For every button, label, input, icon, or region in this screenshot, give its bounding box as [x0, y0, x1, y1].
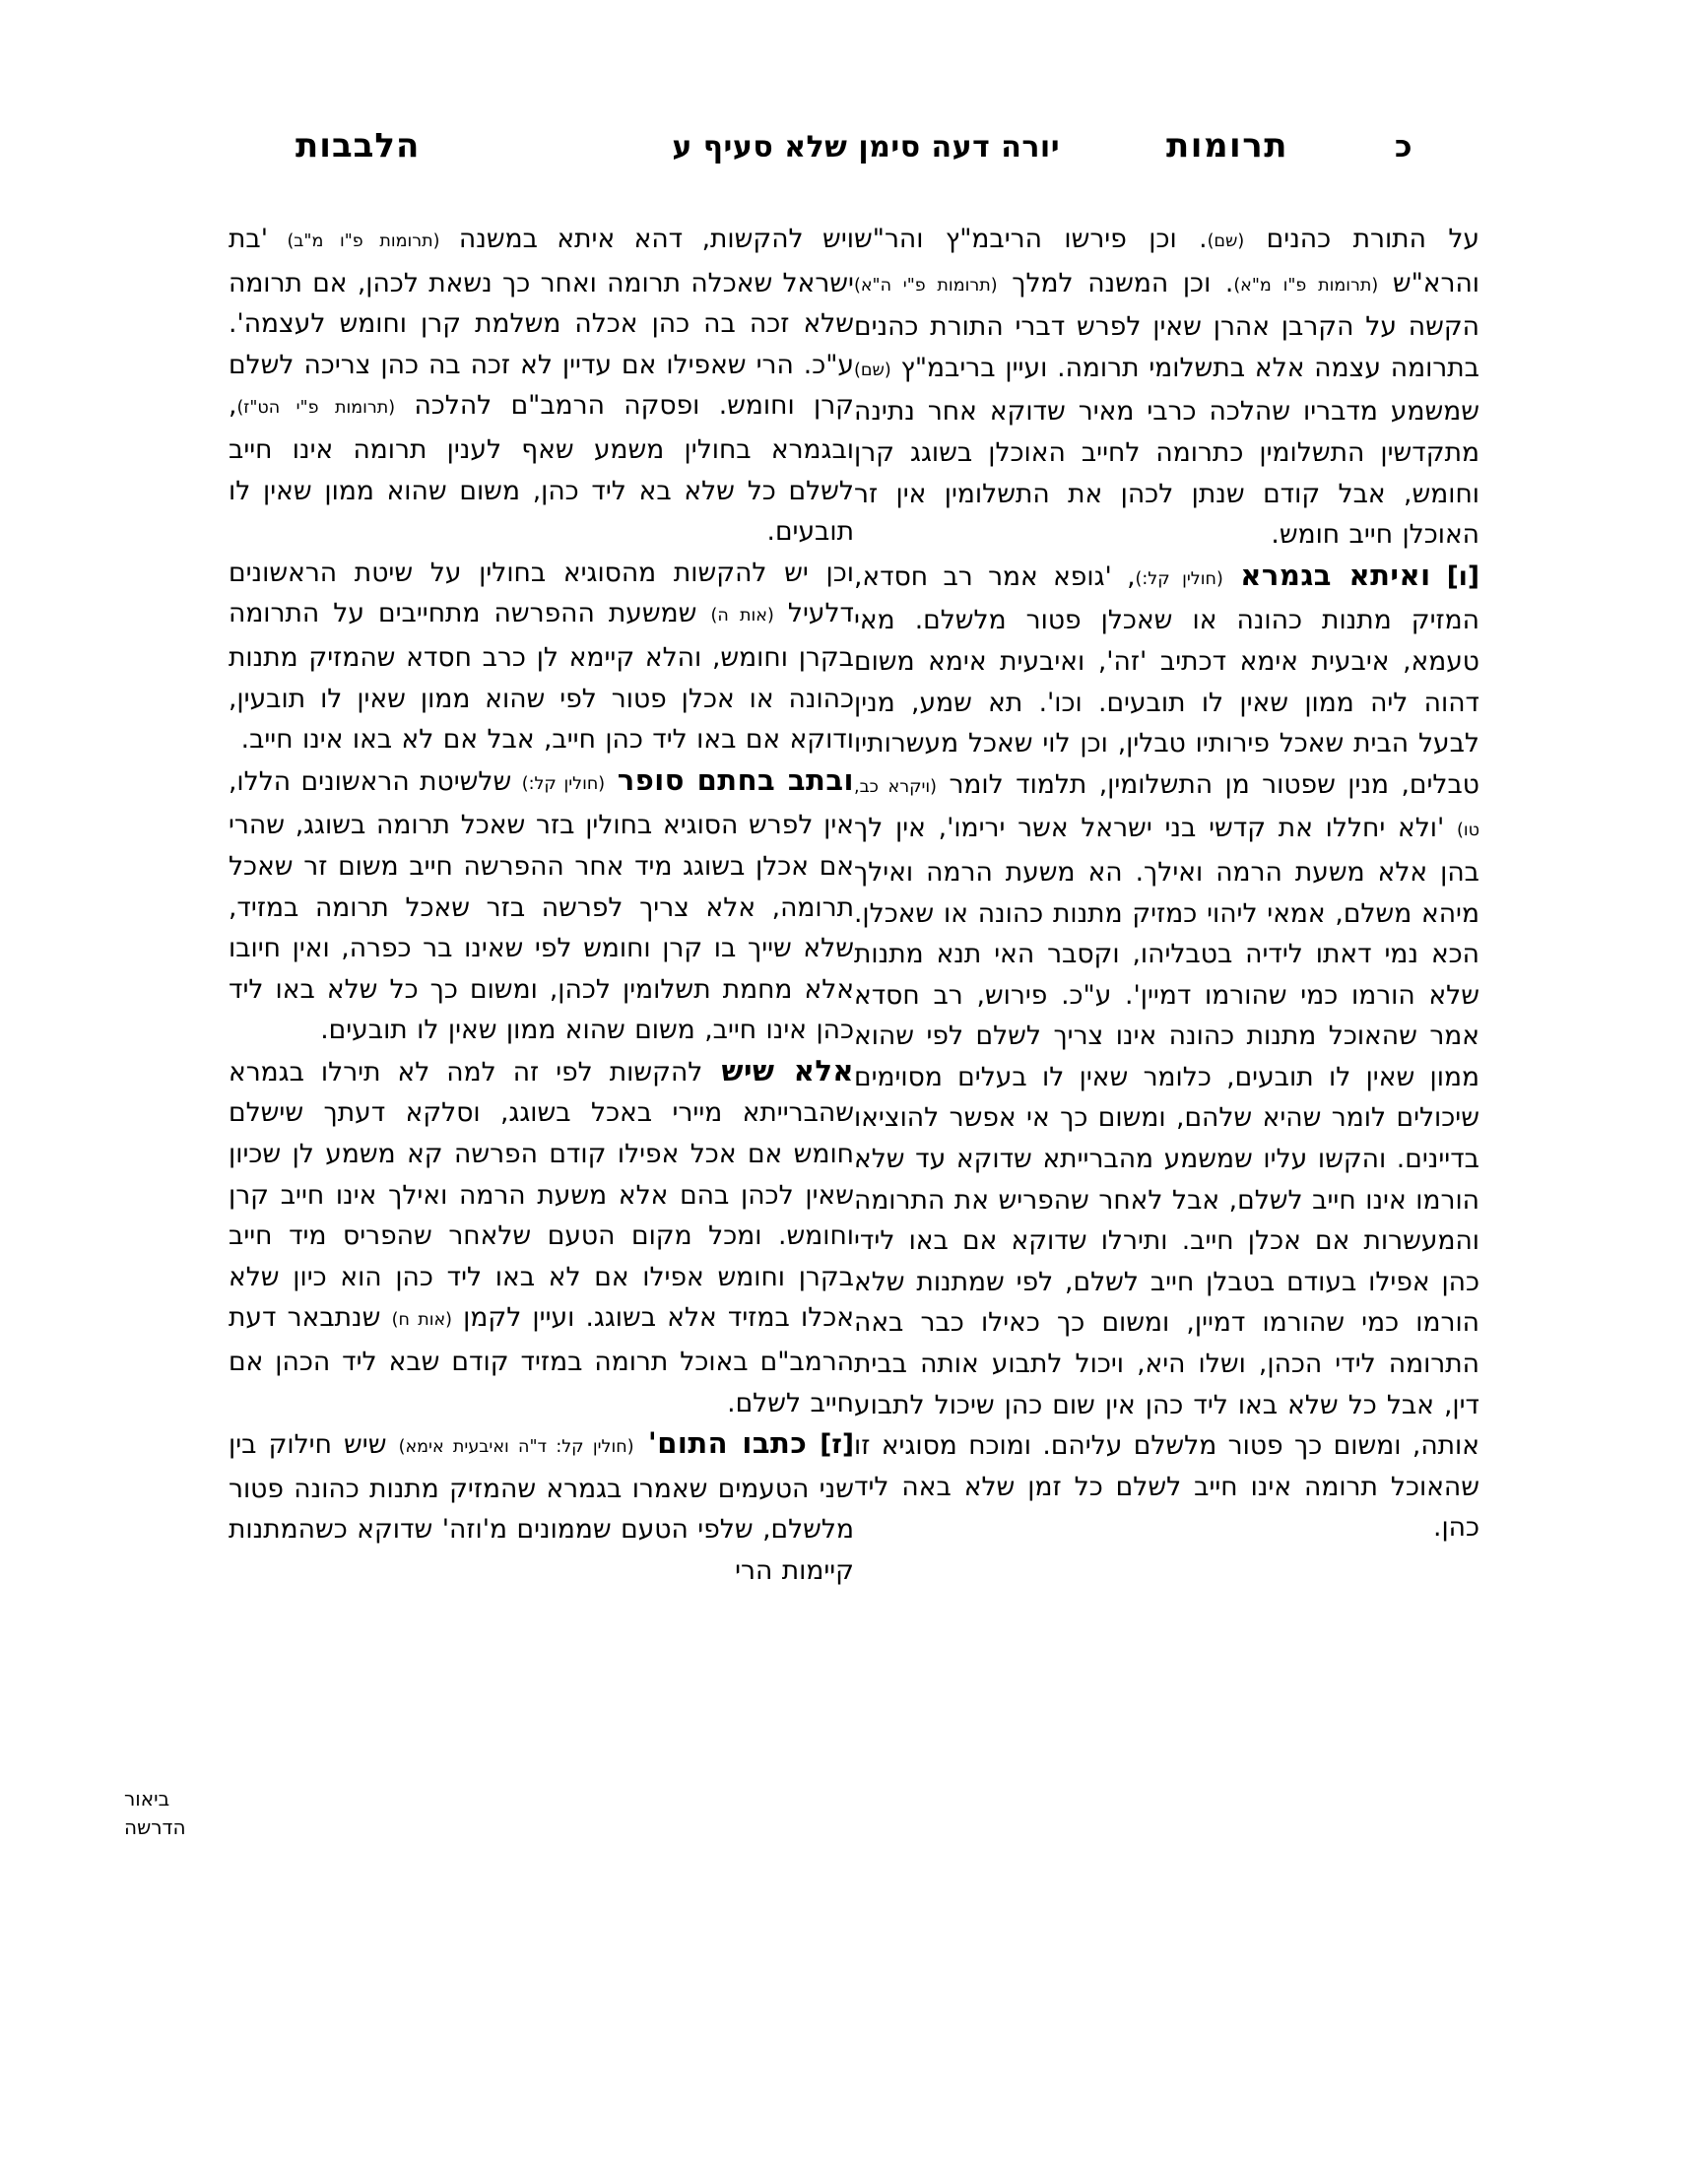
body-text-run: 'ולא יחללו את קדשי בני ישראל אשר ירימו', אין לך בהן אלא משעת הרמה ואילך. הא משעת הרמה ואילך מיהא משלם, אמאי ליהוי כמזיק מתנות כהונה או שאכלן. הכא נמי דאתו לידיה בטבליהו, וקסבר האי תנא מתנות שלא הורמו כמי שהורמו דמיין'. ע"כ. פירוש, רב חסדא אמר שהאוכל מתנות כהונה אינו צריך לשלם לפי שהוא ממון שאין לו תובעים, כלומר שאין לו בעלים מסוימים שיכולים לומר שהיא שלהם, ומשום כך אי אפשר להוציאו בדיינים. והקשו עליו שמשמע מהברייתא שדוקא עד שלא הורמו אינו חייב לשלם, אבל לאחר שהפריש את התרומה והמעשרות אם אכלן חייב. ותירלו שדוקא אם באו לידי כהן אפילו בעודם בטבלן חייב לשלם, לפי שמתנות שלא הורמו כמי שהורמו דמיין, ומשום כך כאילו כבר באה התרומה לידי הכהן, ושלו היא, ויכול לתבוע אותה בבית דין, אבל כל שלא באו ליד כהן אין שום כהן שיכול לתבוע אותה, ומשום כך פטור מלשלם עליהם. ומוכח מסוגיא זו שהאוכל תרומה אינו חייב לשלם כל זמן שלא באה ליד כהן. — [854, 813, 1479, 1544]
source-citation: (שם) — [854, 360, 891, 380]
text-paragraph — [229, 760, 854, 1051]
source-citation: (חולין קל:) — [521, 773, 606, 794]
running-header — [296, 126, 1412, 181]
body-columns — [229, 219, 1479, 2015]
paragraph-lead-phrase: כתבו התום' — [633, 1426, 808, 1461]
text-paragraph — [854, 219, 1479, 556]
header-work-title: תרומות — [1166, 126, 1288, 165]
body-text-run: שלשיטת הראשונים הללו, אין לפרש הסוגיא בחולין בזר שאכל תרומה בשוגג, שהרי אם אכלן בשוגג מיד אחר ההפרשה חייב משום זר שאכל תרומה, אלא צריך לפרשה בזר שאכל תרומה במזיד, שלא שייך בו קרן וחומש לפי שאינו בר כפרה, ואין חיובו אלא מחמת תשלומין לכהן, ומשום כך כל שלא באו ליד כהן אינו חייב, משום שהוא ממון שאין לו תובעים. — [229, 765, 854, 1046]
body-text-run: 'בת ישראל שאכלה תרומה ואחר כך נשאת לכהן, אם תרומה שלא זכה בה כהן אכלה משלמת קרן וחומש לעצמה'. ע"כ. הרי שאפילו אם עדיין לא זכה בה כהן צריכה לשלם קרן וחומש. ופסקה הרמב"ם להלכה — [229, 224, 854, 422]
source-citation: (אות ח) — [391, 1310, 452, 1331]
paragraph-lead-phrase: ובתב בחתם סופר — [605, 762, 854, 797]
paragraph-lead-phrase: ואיתא בגמרא — [1222, 558, 1431, 592]
body-text-run: . וכן המשנה למלך — [997, 267, 1234, 298]
text-paragraph — [229, 1051, 854, 1423]
source-citation: (תרומות פ"ו מ"א) — [1233, 275, 1379, 296]
body-text-run: . וכן פירשו הריבמ"ץ והר"ש והרא"ש — [854, 224, 1480, 298]
body-text-run: שנתבאר דעת הרמב"ם באוכל תרומה במזיד קודם שבא ליד הכהן אם חייב לשלם. — [229, 1302, 854, 1418]
source-citation: (תרומות פ"י ה"א) — [854, 275, 998, 296]
right-text-column — [854, 219, 1479, 2015]
folio-number: כ — [1394, 129, 1412, 165]
body-text-run: שמשמע מדבריו שהלכה כרבי מאיר שדוקא אחר נתינה מתקדשין התשלומין כתרומה לחייב האוכלן בשוגג קרן וחומש, אבל קודם שנתן לכהן את התשלומין אין זר האוכלן חייב חומש. — [854, 396, 1479, 551]
source-citation: (אות ה) — [710, 606, 774, 626]
body-text-run: הקשה על הקרבן אהרן שאין לפרש דברי התורת כהנים בתרומה עצמה אלא בתשלומי תרומה. ועיין בריבמ"ץ — [854, 311, 1479, 383]
margin-note-line-2: הדרשה — [124, 1815, 186, 1839]
source-citation: (חולין קל:) — [1135, 568, 1223, 589]
section-marker: [ז] — [807, 1429, 855, 1461]
body-text-run: , ובגמרא בחולין משמע שאף לענין תרומה אינו חייב לשלם כל שלא בא ליד כהן, משום שהוא ממון שאין לו תובעים. — [229, 390, 854, 548]
body-text-run: ויש להקשות, דהא איתא במשנה — [439, 224, 854, 254]
text-paragraph — [229, 219, 854, 553]
source-citation: (תרומות פ"ו מ"ב) — [287, 231, 440, 251]
left-text-column — [229, 219, 854, 2015]
section-marker: [ו] — [1430, 560, 1480, 592]
header-locator: יורה דעה סימן שלא סעיף ע — [672, 130, 1061, 165]
body-text-run: , 'גופא אמר רב חסדא, המזיק מתנות כהונה או שאכלן פטור מלשלם. מאי טעמא, איבעית אימא דכתיב 'זה', ואיבעית אימא משום דהוה ליה ממון שאין לו תובעים. וכו'. תא שמע, מנין לבעל הבית שאכל פירותיו טבלין, וכן לוי שאכל מעשרותיו טבלים, מנין שפטור מן התשלומין, תלמוד לומר — [854, 560, 1479, 800]
margin-note-line-1: ביאור — [124, 1787, 170, 1811]
source-citation: (תרומות פ"י הט"ז) — [236, 398, 396, 419]
text-paragraph — [229, 1423, 854, 1591]
source-citation: (ויקרא כב, טו) — [854, 776, 1479, 841]
text-paragraph — [854, 556, 1479, 1548]
source-citation: (שם) — [1207, 231, 1245, 251]
paragraph-lead-phrase: אלא שיש — [702, 1053, 855, 1087]
body-text-run: וכן יש להקשות מהסוגיא בחולין על שיטת הראשונים דלעיל — [229, 557, 855, 629]
header-book-title: הלבבות — [296, 126, 421, 165]
text-paragraph — [229, 553, 854, 760]
body-text-run: שמשעת ההפרשה מתחייבים על התרומה בקרן וחומש, והלא קיימא לן כרב חסדא שהמזיק מתנות כהונה או אכלן פטור לפי שהוא ממון שאין לו תובעין, ודוקא אם באו ליד כהן חייב, אבל אם לא באו אינו חייב. — [229, 598, 854, 756]
body-text-run: שיש חילוק בין שני הטעמים שאמרו בגמרא שהמזיק מתנות כהונה פטור מלשלם, שלפי הטעם שממונים מ'וזה' שדוקא כשהמתנות קיימות הרי — [229, 1429, 854, 1586]
body-text-run: להקשות לפי זה למה לא תירלו בגמרא שהברייתא מיירי באכל בשוגג, וסלקא דעתך שישלם חומש אם אכל אפילו קודם הפרשה קא משמע לן שכיון שאין לכהן בהם אלא משעת הרמה ואילך אינו חייב קרן וחומש. ומכל מקום הטעם שלאחר שהפריס מיד חייב בקרן וחומש אפילו אם לא באו ליד כהן הוא כיון שלא אכלו במזיד אלא בשוגג. ועיין לקמן — [229, 1056, 854, 1334]
source-citation: (חולין קל: ד"ה ואיבעית אימא) — [398, 1437, 634, 1458]
body-text-run: על התורת כהנים — [1244, 224, 1479, 254]
margin-note — [124, 1785, 230, 1842]
